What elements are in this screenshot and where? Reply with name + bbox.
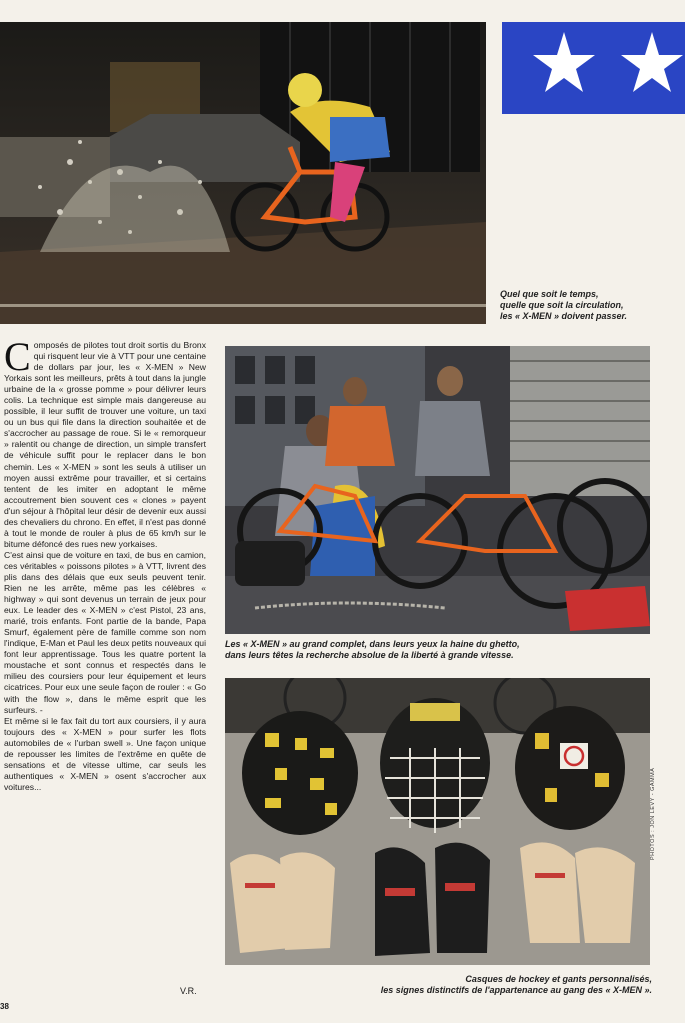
page-number: 38 (0, 1002, 9, 1011)
article-body: Composés de pilotes tout droit sortis du Bronx qui risquent leur vie à VTT pour une centaine de dollars par jour, les « X-MEN » New Yorkais sont les meilleurs, prêts à tout dans la jungle urbaine de la « grosse pomme » pour délivrer leurs colis. La technique est simple mais dangereuse au possible, il leur suffit de trouver une voiture, un taxi ou un bus qui file dans la direction souhaitée et de s'accrocher au passage de roue. Si le « remorqueur » ralentit ou change de direction, un simple transfert de véhicule suffit pour le replacer dans le bon chemin. Les « X-MEN » sont les seuls à utiliser un moyen aussi extrême pour travailler, et si certains tentent de les imiter en adoptant le même accoutrement bien souvent ces « clones » payent d'un séjour à l'hôpital leur désir de devenir eux aussi des chevaliers du chrono. En effet, il n'est pas donné à tout le monde de rouler à plus de 65 km/h sur le bitume défoncé des rues new yorkaises. C'est ainsi que de voiture en taxi, de bus en camion, ces véritables « poissons pilotes » à VTT, livrent des plis dans des délais que eux seuls peuvent tenir. Rien ne les arrête, même pas les célèbres « highway » qui sont devenus un terrain de jeux pour eux. Le leader des « X-MEN » c'est Pistol, 23 ans, marié, trois enfants. Font partie de la bande, Papa Smurf, également père de famille comme son nom l'indique, E-Man et Paul les deux petits nouveaux qui font leur apprentissage. Tous les quatre portent la moustache et sont connus et respectés dans le milieu des coursiers pour leur équipement et leurs cicatrices. Pour eux une seule façon de rouler : « Go with the flow », dans le même esprit que les surfeurs. - Et même si le fax fait du tort aux coursiers, il y aura toujours des « X-MEN » pour surfer les flots automobiles de « l'urban swell ». Une façon unique de repousser les limites de l'extrême en quête de sensations et de vitesse ultime, car seuls les authentiques « X-MEN » osent s'accrocher aux voitures... (4, 340, 206, 792)
caption-middle: Les « X-MEN » au grand complet, dans leurs yeux la haine du ghetto, dans leurs têtes la recherche absolue de la liberté à grande vitesse. (225, 639, 520, 660)
star-icon (621, 32, 683, 92)
dropcap: C (4, 340, 31, 379)
author-signature: V.R. (180, 986, 197, 996)
caption-bottom: Casques de hockey et gants personnalisés, les signes distinctifs de l'appartenance au gang des « X-MEN ». (380, 974, 652, 995)
gang-with-bikes-photo (225, 346, 650, 634)
caption-top: Quel que soit le temps, quelle que soit la circulation, les « X-MEN » doivent passer. (500, 289, 628, 321)
rider-splash-photo (0, 22, 486, 324)
photo-credit: PHOTOS : JON LEVY - GAMMA (650, 767, 656, 860)
star-icon (533, 32, 595, 92)
helmets-and-gloves-photo (225, 678, 650, 965)
stars-flag-graphic (502, 22, 685, 114)
